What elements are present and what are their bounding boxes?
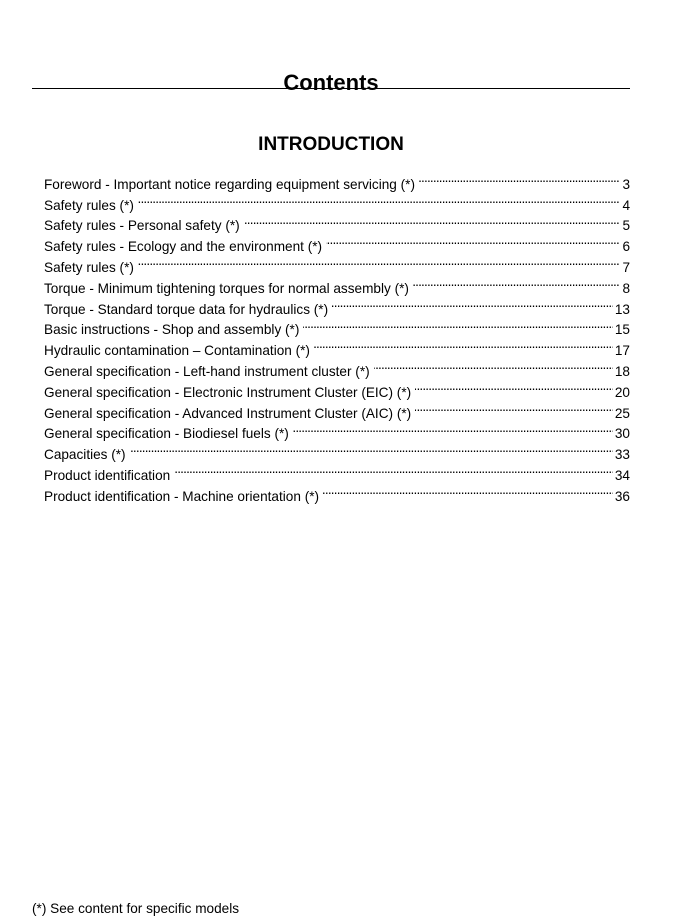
- toc-entry-title[interactable]: Safety rules - Ecology and the environment (*): [44, 239, 323, 255]
- toc-entry-title[interactable]: General specification - Electronic Instrument Cluster (EIC) (*): [44, 384, 412, 400]
- dot-leader: [323, 480, 613, 501]
- toc-entry-title[interactable]: Basic instructions - Shop and assembly (*): [44, 322, 300, 338]
- toc-entry-title[interactable]: General specification - Left-hand instrument cluster (*): [44, 363, 370, 379]
- toc-entry-page[interactable]: 18: [614, 363, 630, 379]
- toc-entry-title[interactable]: Foreword - Important notice regarding equipment servicing (*): [44, 176, 415, 192]
- dot-leader: [293, 418, 613, 439]
- toc-entry-page[interactable]: 17: [614, 343, 630, 359]
- dot-leader: [374, 355, 613, 376]
- toc-entry-page[interactable]: 6: [622, 239, 630, 255]
- toc-entry-page[interactable]: 36: [614, 488, 630, 504]
- dot-leader: [413, 272, 621, 293]
- toc-entry-title[interactable]: Torque - Standard torque data for hydraulics (*): [44, 301, 329, 317]
- toc-entry-title[interactable]: General specification - Biodiesel fuels (*): [44, 426, 289, 442]
- dot-leader: [244, 210, 621, 231]
- dot-leader: [303, 314, 613, 335]
- dot-leader: [415, 397, 613, 418]
- toc-entry-title[interactable]: General specification - Advanced Instrument Cluster (AIC) (*): [44, 405, 412, 421]
- toc-entry-title[interactable]: Safety rules - Personal safety (*): [44, 218, 240, 234]
- dot-leader: [138, 189, 621, 210]
- dot-leader: [314, 334, 613, 355]
- section-heading: INTRODUCTION: [258, 133, 404, 155]
- toc-entry-page[interactable]: 25: [614, 405, 630, 421]
- toc-entry[interactable]: [44, 168, 630, 192]
- dot-leader: [332, 293, 613, 314]
- toc-entry-title[interactable]: Hydraulic contamination – Contamination (*): [44, 343, 310, 359]
- dot-leader: [419, 168, 620, 189]
- toc-entry-page[interactable]: 34: [614, 467, 630, 483]
- toc-entry-page[interactable]: 15: [614, 322, 630, 338]
- page-title: Contents: [283, 69, 379, 95]
- toc-entry-title[interactable]: Capacities (*): [44, 447, 126, 463]
- toc-entry[interactable]: [44, 438, 630, 463]
- dot-leader: [326, 230, 620, 251]
- table-of-contents: [44, 168, 630, 504]
- toc-entry-title[interactable]: Safety rules (*): [44, 259, 134, 275]
- title-divider: [32, 88, 630, 89]
- dot-leader: [174, 459, 613, 480]
- footnote: (*) See content for specific models: [32, 901, 240, 916]
- toc-entry-title[interactable]: Safety rules (*): [44, 197, 134, 213]
- toc-entry-title[interactable]: Product identification - Machine orientation (*): [44, 488, 320, 504]
- toc-entry-title[interactable]: Product identification: [44, 467, 171, 483]
- toc-entry-page[interactable]: 13: [614, 301, 630, 317]
- toc-entry-title[interactable]: Torque - Minimum tightening torques for normal assembly (*): [44, 280, 409, 296]
- dot-leader: [138, 251, 621, 272]
- toc-entry-page[interactable]: 8: [622, 280, 630, 296]
- dot-leader: [415, 376, 613, 397]
- dot-leader: [130, 438, 613, 459]
- toc-entry-page[interactable]: 33: [614, 447, 630, 463]
- toc-entry-page[interactable]: 4: [622, 197, 630, 213]
- toc-entry[interactable]: [44, 459, 630, 483]
- toc-entry-page[interactable]: 3: [622, 176, 630, 192]
- toc-entry-page[interactable]: 20: [614, 384, 630, 400]
- toc-entry-page[interactable]: 30: [614, 426, 630, 442]
- toc-entry-page[interactable]: 7: [622, 259, 630, 275]
- toc-entry-page[interactable]: 5: [622, 218, 630, 234]
